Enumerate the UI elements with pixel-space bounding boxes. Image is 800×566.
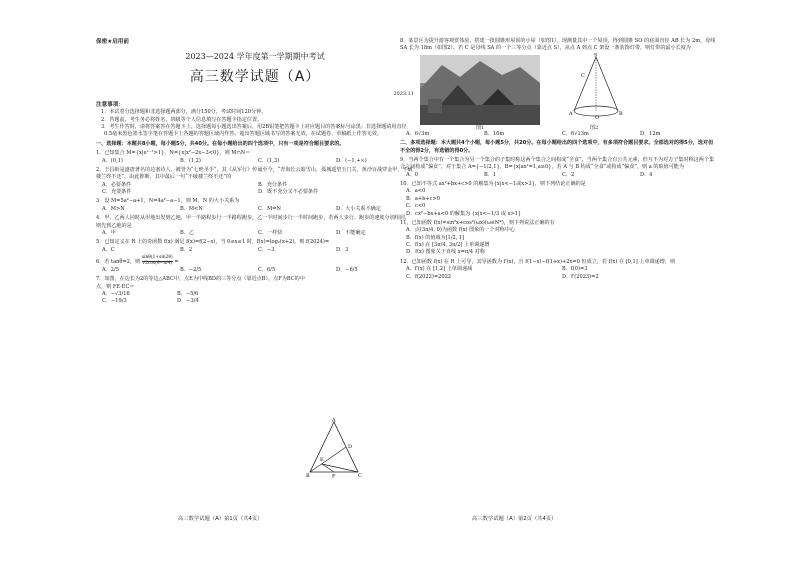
option: D．不能确定 [336,229,366,236]
fraction-denominator: √2cos(θ−π/4) [142,260,173,266]
label-d: D [348,444,353,450]
label-a: A [332,418,336,424]
exam-title: 2023—2024 学年度第一学期期中考试 [185,52,325,62]
page-2-footer: 高三数学试题（A）第2页（共4页） [472,516,557,522]
question-1: 1．已知集合 M={x|eˣ⁻¹>1}，N={x|x²−2x−3<0}，则 M∩N＝ [96,150,251,157]
option: D．4 [640,171,653,178]
question-9: 9．当两个集合中有一个集合为另一个集合的子集时称这两个集合之间构成“全食”，当两个集合有公共元素，但互不为对方子集时称这两个集合之间构成“偏食”，对于集合 A={−1/2,1}，B={x|ax²=1,a≥0}，若 A 与 B 构成“全食”或构成“偏食”，则 a 的取值可能为 [400,156,715,171]
question-4-options [96,230,414,237]
subject-title: 高三数学试题（A） [189,68,321,85]
question-6-fraction [142,256,173,267]
option: B．−2/5 [180,266,202,273]
section-heading-single-choice: 一、选择题：本题共8小题，每小题5分，共40分。在每小题给出的四个选项中，只有一项是符合题目要求的。 [96,140,345,147]
cone-edge-sa [574,57,596,111]
option: D．既不充分又不必要条件 [258,189,319,196]
label-c: C [358,473,362,478]
question-9-options [400,172,718,179]
scenic-photo [420,55,540,125]
option: A．6√3m [406,130,430,137]
option: B．−5/6 [177,290,199,297]
option: B．1 [484,171,497,178]
option: D．(−1,+∞) [336,157,367,164]
option: A．(0,1) [102,157,123,164]
question-6-options [96,267,414,274]
option: C．6/5 [258,266,276,273]
question-8-figures [400,53,718,131]
question-5: 5．已知定义在 R 上的奇函数 f(x) 满足 f(x)=f(2−x)，当 0≤x≤1 时，f(x)=log₂(x+2)，则 f(2024)= [96,239,330,246]
exam-page-2 [400,38,718,281]
option: C．−3 [258,246,275,253]
question-7-options [96,291,252,306]
option: D．大小关系不确定 [336,205,381,212]
label-a: A [569,110,573,117]
option: B．f(0)=3 [562,266,588,273]
exam-page-1 [96,38,414,478]
cone-diagram [568,53,624,121]
question-12: 12．已知函数 f(x) 在 R 上可导，其导函数为 f′(x)，且 f(1−x)−f(1+x)+2x=0 恒成立，若 f(x) 在 [0,1] 上单调递增，则 [400,258,676,265]
exam-date: 2023.11 [393,91,414,97]
option: D．f′(2023)=2 [562,273,599,280]
option: A．C [102,246,115,253]
label-f: F [332,473,336,478]
option: C．c<0 [406,203,426,210]
question-11: 11．已知函数 f(x)=sin²x+cos²(ωx)(ω∈N*)，则下列说法正确的有 [400,219,555,226]
label-o: O [595,114,600,121]
question-10: 10．已知不等式 ax²+bx+c>0 的解集为{x|x<−1或x>3}，则下列结论正确的是 [400,181,586,187]
option: D．3 [336,246,349,253]
option: C．f(2022)=2022 [406,273,452,280]
note-item: 2．答题前，考生务必将姓名、班级等个人信息填写在答题卡指定位置。 [101,116,263,123]
option: B．M<N [180,205,203,212]
question-8: 8．某景区为提升游客观赏体验，搭建一批圆锥形屋顶的小屋（如图1）。现测量其中一个屋顶，得到圆锥 SO 的底面直径 AB 长为 2m，母线 SA 长为 18m（如图2）。若 C 是母线 SA 的一个三等分点（靠近点 S），从点 A 到点 C 架设一条装饰灯带，则灯带的最小长度为 [400,38,716,52]
option: C．2 [562,171,575,178]
option: C．−19/3 [102,298,127,305]
figure-2-caption: 图2 [590,124,599,131]
option: B．2 [180,246,193,253]
option: A．f′(x) 在 [1,2] 上单调递减 [406,266,473,273]
option: C．6√13m [562,130,589,137]
notes-heading: 注意事项： [96,102,124,109]
question-6-stem: 6．若 tanθ=2，则 [96,258,141,265]
confidential-label: 保密★启用前 [96,39,129,45]
fraction-numerator: sinθ(1+sin2θ) [141,255,173,261]
question-1-options [96,158,414,165]
label-c: C [581,72,585,79]
option: A．点(3π/4, 0)为函数 f(x) 图象的一个对称中心 [406,227,515,234]
question-6: 6．若 tanθ=2，则 $\frac{\sin\theta(1+\sin 2\theta)}{√2\cos(\theta-\pi/4)}$ = [96,255,179,266]
option: A．−√3/16 [102,290,130,297]
option: D．f(x) 图象关于直线 x=π/4 对称 [406,249,485,256]
note-item: 1．本试卷分选择题和非选择题两部分，满分150分，考试时间120分钟。 [101,109,267,116]
option: B．乙 [180,229,194,236]
page-1-footer: 高三数学试题（A）第1页（共4页） [178,516,263,522]
question-5-options [96,247,414,254]
question-12-options [400,266,718,281]
option: A．0 [406,171,419,178]
option: A．必要条件 [102,181,132,188]
option: B．f(x) 的值域为[1/2, 1] [406,234,465,241]
option: D．−6/5 [336,266,358,273]
option: A．2/5 [102,266,119,273]
question-10-options [400,188,718,218]
label-s: S [594,52,598,59]
option: C．充要条件 [102,189,132,196]
question-7: 7．如图，在边长为2的等边△ABC中，点E为中线BD的三等分点（靠近点B），点F为BC的中点，则 FE·EC＝ [96,276,305,290]
note-item: 3．考生作答时，请将答案答在答题卡上，选择题每小题选出答案后，用2B铅笔把答题卡上对应题目的答案标号涂黑；非选择题请用直径0.5毫米黑色墨水签字笔在答题卡上各题的答题区域内作答。超出答题区域书写的答案无效，在试题卷、草稿纸上作答无效。 [101,124,407,138]
option: D．−3/4 [177,298,199,305]
question-3: 3．设 M=5a²−a+1，N=4a²−a−1，则 M，N 的大小关系为 [96,198,240,205]
option: C．一样快 [258,229,283,236]
cone-edge-sb [596,57,618,111]
label-b: B [619,110,623,117]
section-heading-multiple-choice: 二、多项选择题：本大题共4个小题，每小题5分，共20分。在每小题给出的四个选项中，有多项符合题目要求。全部选对的得5分，选对但不全的得2分，有选错的得0分。 [400,140,714,154]
option: D．cx²−bx+a<0 的解集为 {x|x<−1/3 或 x>1} [406,210,522,217]
option: A．a<0 [406,188,426,195]
option: B．充分条件 [258,181,288,188]
question-2: 2．王昌龄是盛唐著名的边塞诗人，被誉为“七绝圣手”，其《从军行》传诵至今，“青海长云暗雪山，孤城遥望玉门关。黄沙百战穿金甲，不破楼兰终不还”，由此推断，其中最后一句“不破楼兰终不还”的 [96,166,413,181]
option: B．a+b+c>0 [406,195,441,202]
question-8-options [400,131,718,138]
question-3-options [96,206,414,213]
figure-1-caption: 图1 [476,124,485,131]
option: B．16m [484,130,505,137]
option: C．f(x) 在 [3π/4, 3π/2] 上单调递增 [406,242,490,248]
option: A．M>N [102,205,125,212]
question-2-options [96,182,414,197]
option: A．甲 [102,229,116,236]
label-b: B [306,473,310,478]
option: C．(1,3) [258,157,280,164]
option: D．12m [640,130,661,137]
label-e: E [320,457,324,463]
option: B．(1,2) [180,157,201,164]
question-4: 4．甲、乙两人同时从甲地出发到乙地，甲一半路程步行一半路程跑步，乙一半时间步行一半时间跑步，若两人步行、跑步的速度分别相同，则先到乙地的是 [96,215,410,229]
option: C．M=N [258,205,281,212]
triangle-diagram [306,418,362,478]
question-11-options [400,227,718,257]
